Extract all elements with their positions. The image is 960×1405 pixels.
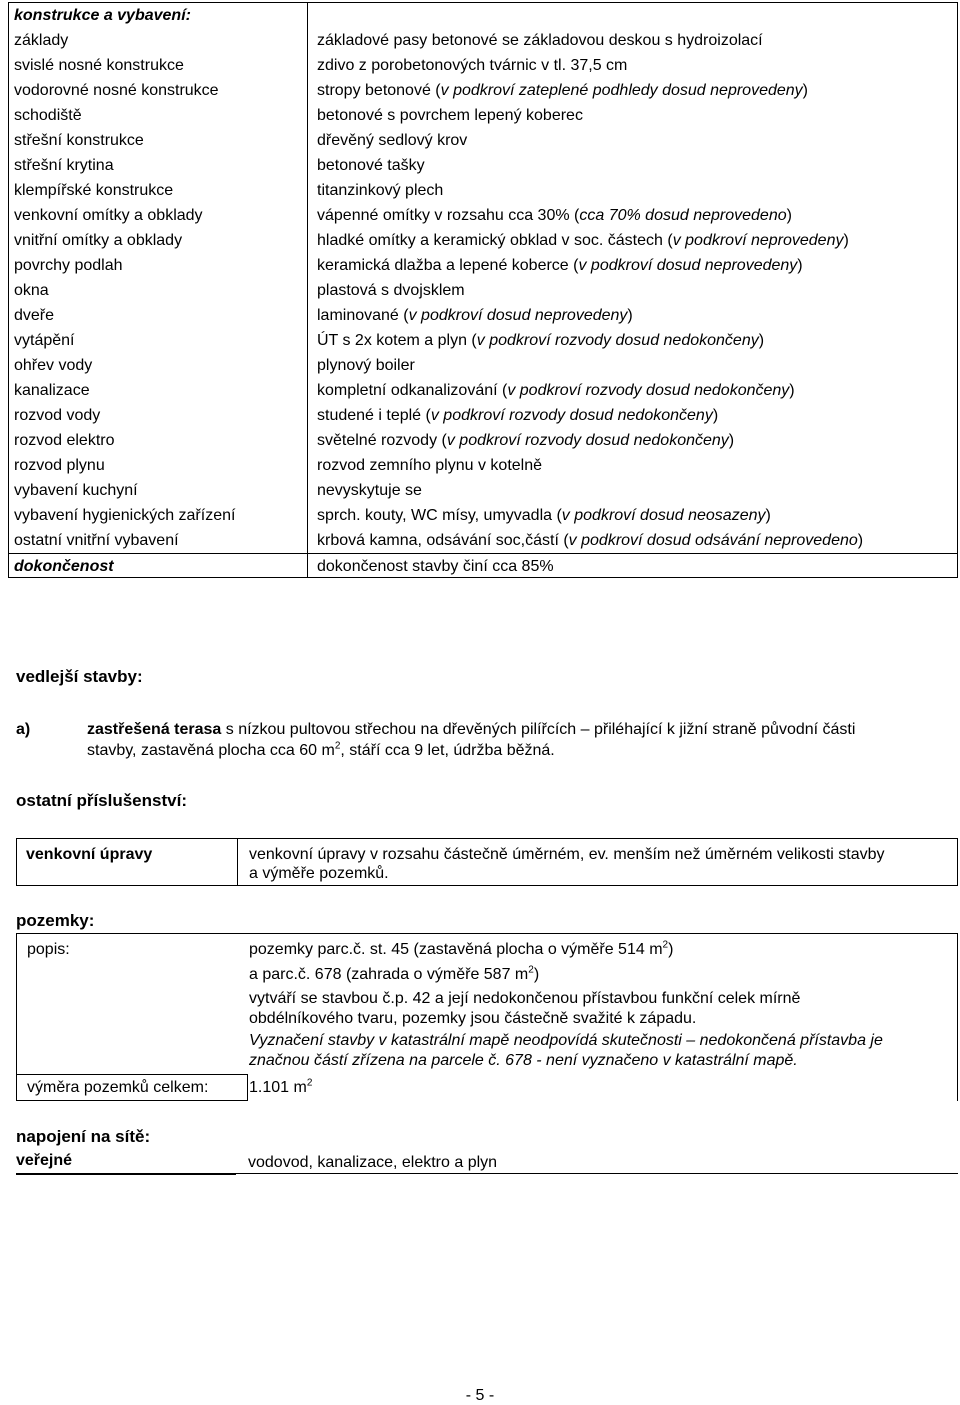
row-value-text: ÚT s 2x kotem a plyn ( [317,332,477,349]
table-header-row [9,3,957,28]
table-row [9,503,957,528]
row-label: klempířské konstrukce [14,182,174,199]
table-row [9,53,957,78]
row-value-note: v podkroví dosud odsávání neprovedeno [568,532,858,549]
row-value-text: stropy betonové ( [317,82,441,99]
accessories-value-2: a výměře pozemků. [249,865,389,882]
row-value-close: ) [758,332,765,349]
footer-row [9,554,957,579]
networks-value: vodovod, kanalizace, elektro a plyn [248,1154,498,1171]
table-row [9,203,957,228]
row-value [317,153,425,178]
row-value-note: v podkroví zateplené podhledy dosud neprovedeny [440,82,803,99]
table-row [9,378,957,403]
row-value-note: v podkroví rozvody dosud nedokončeny [476,332,759,349]
table-row [9,328,957,353]
row-label: střešní konstrukce [14,132,144,149]
table-row [9,428,957,453]
row-label: rozvod elektro [14,432,115,449]
item-text3: , stáří cca 9 let, údržba běžná. [340,742,555,759]
table-row [9,478,957,503]
networks-label: veřejné [16,1152,73,1169]
footer-label: dokončenost [14,558,114,575]
table-row [9,528,957,553]
land-line-2 [249,966,539,984]
land-line1-end: ) [668,941,674,958]
networks-label-underline [16,1152,236,1175]
row-label: okna [14,282,49,299]
row-value [317,503,771,528]
land-total-sup: 2 [306,1077,313,1089]
land-line-4: obdélníkového tvaru, pozemky jsou částečně svažité k západu. [249,1010,697,1027]
row-value-close: ) [789,382,795,399]
land-line1-text: pozemky parc.č. st. 45 (zastavěná plocha o výměře 514 m [249,941,663,958]
row-value [317,478,422,503]
construction-table [8,2,958,578]
table-row [9,128,957,153]
row-value-note: v podkroví rozvody dosud nedokončeny [430,407,713,424]
row-value-close: ) [728,432,735,449]
row-value-close: ) [797,257,803,274]
land-box [16,933,958,1101]
land-total-value [249,1079,312,1097]
row-value-note: v podkroví dosud neprovedeny [578,257,798,274]
networks-heading: napojení na sítě: [16,1127,151,1146]
row-value-text: sprch. kouty, WC mísy, umyvadla ( [317,507,562,524]
row-label: ohřev vody [14,357,93,374]
row-value [317,453,542,478]
row-value-note: cca 70% dosud neprovedeno [579,207,787,224]
row-label: vnitřní omítky a obklady [14,232,183,249]
row-value-close: ) [765,507,771,524]
page-number: - 5 - [465,1387,495,1404]
table-row [9,228,957,253]
accessories-heading: ostatní příslušenství: [16,791,187,810]
row-value [317,253,803,278]
row-value [317,403,718,428]
land-line-3: vytváří se stavbou č.p. 42 a její nedokončenou přístavbou funkční celek mírně [249,990,801,1007]
land-total-number: 1.101 m [249,1079,307,1096]
item-bold: zastřešená terasa [87,721,222,738]
row-value-text: krbová kamna, odsávání soc,částí ( [317,532,569,549]
row-value-text: základové pasy betonové se základovou deskou s hydroizolací [317,32,763,49]
row-label: střešní krytina [14,157,114,174]
row-label: venkovní omítky a obklady [14,207,203,224]
row-value-text: laminované ( [317,307,409,324]
table-row [9,153,957,178]
row-value-text: betonové s povrchem lepený koberec [317,107,583,124]
row-label: vybavení hygienických zařízení [14,507,236,524]
table-row [9,353,957,378]
row-value-text: titanzinkový plech [317,182,444,199]
row-value [317,428,734,453]
footer-value: dokončenost stavby činí cca 85% [317,558,554,575]
row-value-note: v podkroví dosud neosazeny [561,507,766,524]
row-value-text: světelné rozvody ( [317,432,447,449]
accessories-box [16,838,958,886]
row-value-close: ) [786,207,792,224]
table-row [9,178,957,203]
row-value-text: zdivo z porobetonových tvárnic v tl. 37,5 cm [317,57,628,74]
row-value [317,328,764,353]
land-line2-sup: 2 [528,964,534,976]
row-value-close: ) [843,232,849,249]
land-line-5: Vyznačení stavby v katastrální mapě neodpovídá skutečnosti – nedokončená přístavba je [249,1032,883,1049]
table-row [9,103,957,128]
row-value [317,203,792,228]
table-row [9,78,957,103]
row-value-close: ) [627,307,633,324]
row-value-text: studené i teplé ( [317,407,431,424]
row-value [317,278,465,303]
row-value [317,353,415,378]
row-value [317,128,467,153]
row-value [317,28,763,53]
land-total-label: výměra pozemků celkem: [27,1079,209,1096]
row-value [317,228,849,253]
row-label: vodorovné nosné konstrukce [14,82,219,99]
row-value-note: v podkroví dosud neprovedeny [408,307,628,324]
side-buildings-heading: vedlejší stavby: [16,667,143,686]
table-row [9,453,957,478]
row-value-text: plynový boiler [317,357,415,374]
row-value-close: ) [712,407,719,424]
row-value-text: plastová s dvojsklem [317,282,465,299]
table-row [9,253,957,278]
row-value-close: ) [857,532,864,549]
row-value-text: vápenné omítky v rozsahu cca 30% ( [317,207,580,224]
row-value [317,178,443,203]
land-line-1 [249,941,673,959]
land-line1-sup: 2 [662,939,669,951]
land-line2-end: ) [533,966,540,983]
land-line-6: značnou částí zřízena na parcele č. 678 - není vyznačeno v katastrální mapě. [249,1052,798,1069]
table-row [9,28,957,53]
accessories-label: venkovní úpravy [26,846,153,863]
item-text2: stavby, zastavěná plocha cca 60 m [87,742,335,759]
row-label: základy [14,32,69,49]
row-value [317,303,633,328]
row-value [317,53,627,78]
row-label: svislé nosné konstrukce [14,57,184,74]
row-value-note: v podkroví rozvody dosud nedokončeny [507,382,790,399]
table-row [9,303,957,328]
row-label: rozvod plynu [14,457,105,474]
item-sup: 2 [334,740,341,752]
row-value-text: rozvod zemního plynu v kotelně [317,457,543,474]
side-building-item-line2 [87,742,555,760]
row-label: dveře [14,307,55,324]
land-heading: pozemky: [16,911,95,930]
row-label: vybavení kuchyní [14,482,138,499]
land-label: popis: [27,941,70,958]
row-label: vytápění [14,332,75,349]
table-row [9,403,957,428]
row-label: ostatní vnitřní vybavení [14,532,179,549]
row-value-text: dřevěný sedlový krov [317,132,468,149]
row-value [317,103,583,128]
row-value [317,378,795,403]
table-row [9,278,957,303]
row-value-note: v podkroví rozvody dosud nedokončeny [446,432,729,449]
item-text1: s nízkou pultovou střechou na dřevěných pilířcích – přiléhající k jižní straně původní části [221,721,856,738]
land-line2-text: a parc.č. 678 (zahrada o výměře 587 m [249,966,529,983]
table-header: konstrukce a vybavení: [14,7,191,24]
row-value-text: hladké omítky a keramický obklad v soc. částech ( [317,232,673,249]
row-label: rozvod vody [14,407,101,424]
side-building-item [87,721,855,739]
row-value-close: ) [802,82,808,99]
item-marker: a) [16,721,31,738]
row-value [317,528,863,553]
row-value-note: v podkroví neprovedeny [672,232,844,249]
row-label: schodiště [14,107,82,124]
row-value-text: betonové tašky [317,157,425,174]
row-value-text: keramická dlažba a lepené koberce ( [317,257,579,274]
row-value-text: nevyskytuje se [317,482,422,499]
row-label: povrchy podlah [14,257,123,274]
row-label: kanalizace [14,382,90,399]
accessories-value-1: venkovní úpravy v rozsahu částečně úměrném, ev. menším než úměrném velikosti stavby [249,846,885,863]
row-value-text: kompletní odkanalizování ( [317,382,508,399]
row-value [317,78,808,103]
